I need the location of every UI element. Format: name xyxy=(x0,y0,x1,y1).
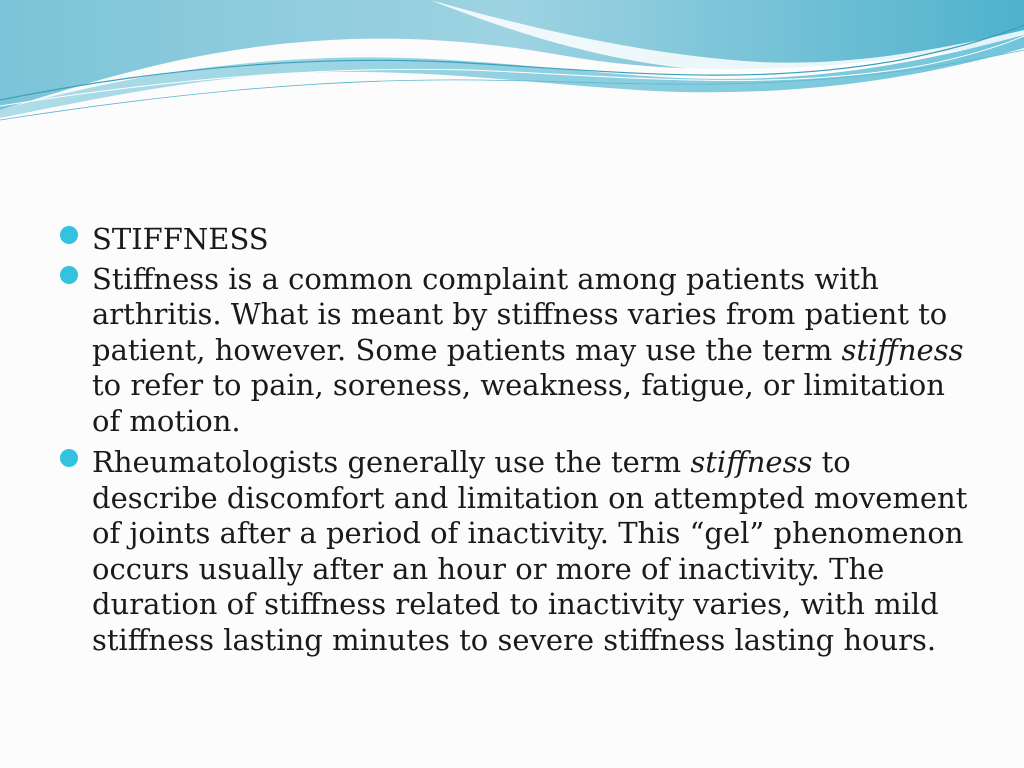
bullet-text-segment: STIFFNESS xyxy=(92,222,269,256)
bullet-dot-icon xyxy=(60,266,78,284)
bullet-text-segment: to describe discomfort and limitation on attempted movement of joints after a period of inactivity. This “gel” phenomenon occurs usually after an hour or more of inactivity. The duration of stiffness related to inactivity varies, with mild stiffness lasting minutes to severe stiffness lasting hours. xyxy=(92,445,968,657)
bullet-dot-icon xyxy=(60,226,78,244)
bullet-dot-icon xyxy=(60,449,78,467)
slide-body xyxy=(60,222,980,664)
bullet-item xyxy=(60,222,980,258)
bullet-item xyxy=(60,262,980,440)
bullet-text-segment: to refer to pain, soreness, weakness, fatigue, or limitation of motion. xyxy=(92,368,945,438)
bullet-item xyxy=(60,445,980,658)
header-wave-decoration xyxy=(0,0,1024,130)
bullet-text-segment: Rheumatologists generally use the term xyxy=(92,445,691,479)
bullet-text xyxy=(92,445,980,658)
bullet-text-emphasis: stiffness xyxy=(841,332,964,367)
bullet-text-emphasis: stiffness xyxy=(690,445,813,479)
bullet-text xyxy=(92,222,980,258)
bullet-text xyxy=(92,262,980,440)
bullet-text-segment: Stiffness is a common complaint among patients with arthritis. What is meant by stiffness varies from patient to patient, however. Some patients may use the term xyxy=(92,261,948,367)
